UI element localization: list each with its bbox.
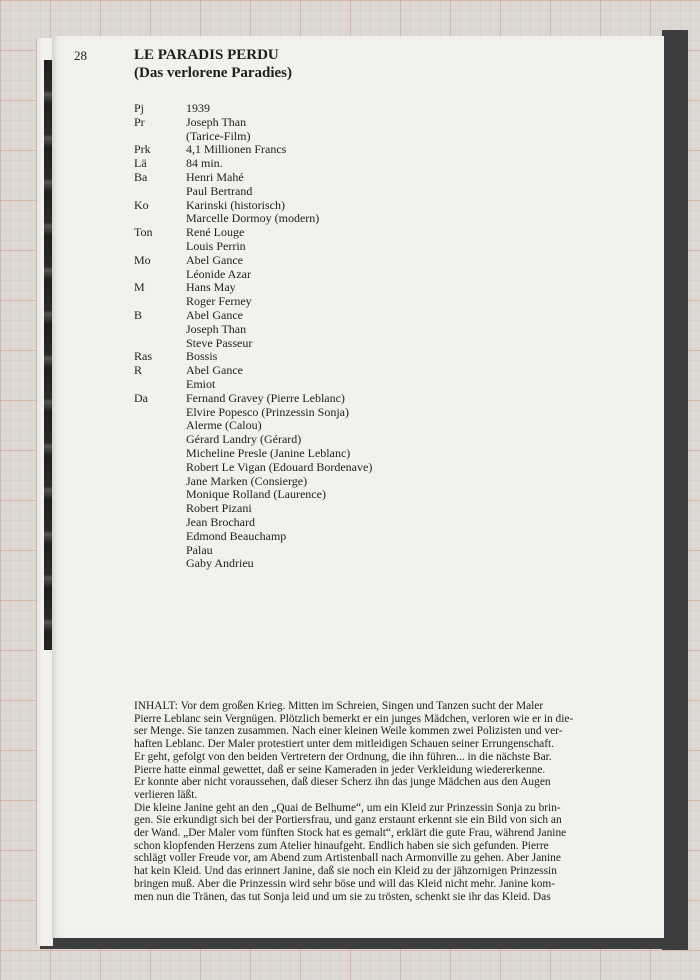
- page-shadow-bottom: [40, 937, 688, 949]
- credit-values: [186, 171, 514, 199]
- summary-line: Er konnte aber nicht voraussehen, daß dieser Scherz ihn das junge Mädchen aus den Augen: [134, 776, 551, 789]
- credit-value: Palau: [186, 542, 213, 557]
- credit-row: [134, 392, 514, 571]
- credit-key: Mo: [134, 252, 151, 267]
- summary-line: men nun die Tränen, das tut Sonja leid und um sie zu trösten, schenkt sie ihr das Kleid. Das: [134, 890, 551, 903]
- credit-value: Steve Passeur: [186, 335, 253, 350]
- credit-value: Jean Brochard: [186, 514, 255, 529]
- summary-line: Die kleine Janine geht an den „Quai de Belhume“, um ein Kleid zur Prinzessin Sonja zu brin-: [134, 801, 561, 814]
- credit-value: René Louge: [186, 225, 245, 240]
- summary-line: schlägt voller Freude vor, am Abend zum Artistenball nach Armonville zu gehen. Aber Janine: [134, 852, 561, 865]
- credit-value: Fernand Gravey (Pierre Leblanc): [186, 390, 345, 405]
- credit-row: [134, 116, 514, 144]
- credit-value: Henri Mahé: [186, 169, 244, 184]
- credit-key: R: [134, 363, 143, 378]
- credit-key: Da: [134, 390, 148, 405]
- credit-key: Ras: [134, 349, 152, 364]
- credit-value: Abel Gance: [186, 307, 243, 322]
- credit-key: B: [134, 307, 143, 322]
- credit-value: Robert Pizani: [186, 501, 252, 516]
- credit-row: [134, 309, 514, 350]
- credit-row: [134, 171, 514, 199]
- book-page: [52, 36, 664, 938]
- credit-value: 1939: [186, 101, 210, 115]
- summary-line: verlieren läßt.: [134, 788, 198, 801]
- credit-row: [134, 102, 514, 116]
- credit-values: [186, 364, 514, 392]
- summary-line: Er geht, gefolgt von den beiden Vertretern der Ordnung, die ihn führen... in die nächste Bar.: [134, 750, 552, 763]
- summary-line: INHALT: Vor dem großen Krieg. Mitten im Schreien, Singen und Tanzen sucht der Maler: [134, 700, 544, 712]
- credit-value: Bossis: [186, 349, 218, 364]
- credit-row: [134, 364, 514, 392]
- credit-row: [134, 281, 514, 309]
- credit-values: [186, 281, 514, 309]
- credit-value: 84 min.: [186, 156, 223, 171]
- credit-value: Marcelle Dormoy (modern): [186, 211, 320, 226]
- summary-line: hat kein Kleid. Und das erinnert Janine, daß sie noch ein Kleid zu der jähzornigen Prinzessin: [134, 865, 557, 878]
- credit-row: [134, 226, 514, 254]
- credit-values: [186, 116, 514, 144]
- credit-values: [186, 143, 514, 157]
- credit-value: Gérard Landry (Gérard): [186, 432, 302, 447]
- credit-value: Emiot: [186, 376, 216, 391]
- credit-value: Louis Perrin: [186, 238, 246, 253]
- credit-value: Léonide Azar: [186, 266, 251, 281]
- credit-values: [186, 199, 514, 227]
- credit-values: [186, 254, 514, 282]
- credit-values: [186, 309, 514, 350]
- credit-values: [186, 392, 514, 571]
- credit-values: [186, 350, 514, 364]
- credit-value: Alerme (Calou): [186, 418, 262, 433]
- credit-value: Edmond Beauchamp: [186, 528, 287, 543]
- credit-key: Ko: [134, 197, 149, 212]
- credit-key: Pj: [134, 101, 145, 115]
- credit-key: Ton: [134, 225, 153, 240]
- credit-value: Robert Le Vigan (Edouard Bordenave): [186, 459, 373, 474]
- credit-value: Abel Gance: [186, 252, 243, 267]
- credit-row: [134, 199, 514, 227]
- credit-value: Roger Ferney: [186, 294, 252, 309]
- credit-value: Abel Gance: [186, 363, 243, 378]
- summary-line: schon klopfenden Herzens zum Atelier hinaufgeht. Endlich haben sie sich gefunden. Pierre: [134, 839, 549, 852]
- summary-line: Pierre Leblanc sein Vergnügen. Plötzlich bemerkt er ein junges Mädchen, verloren wie er in die-: [134, 712, 574, 725]
- credit-value: Paul Bertrand: [186, 183, 253, 198]
- plot-summary: [134, 700, 630, 903]
- credit-row: [134, 157, 514, 171]
- credit-value: Gaby Andrieu: [186, 556, 254, 571]
- credit-values: [186, 102, 514, 116]
- summary-line: ser Menge. Sie tanzen zusammen. Nach einer kleinen Weile kommen zwei Polizisten und ver-: [134, 725, 563, 738]
- credit-value: Micheline Presle (Janine Leblanc): [186, 445, 351, 460]
- film-title: LE PARADIS PERDU: [134, 47, 279, 63]
- summary-line: Pierre hatte einmal gewettet, daß er seine Kameraden in jeder Verkleidung wiedererkenne.: [134, 763, 546, 776]
- credit-value: Jane Marken (Consierge): [186, 473, 308, 488]
- credit-value: Karinski (historisch): [186, 197, 285, 212]
- film-subtitle: (Das verlorene Paradies): [134, 65, 293, 81]
- credit-key: Pr: [134, 114, 145, 129]
- credit-key: Ba: [134, 169, 148, 184]
- credit-row: [134, 143, 514, 157]
- credit-value: Joseph Than: [186, 321, 247, 336]
- summary-line: der Wand. „Der Maler vom fünften Stock hat es gemalt“, erklärt die gute Frau, während Janine: [134, 827, 567, 840]
- credit-value: (Tarice-Film): [186, 128, 251, 143]
- credit-value: Monique Rolland (Laurence): [186, 487, 326, 502]
- credit-row: [134, 254, 514, 282]
- previous-page-edge: [44, 60, 52, 650]
- credit-values: [186, 157, 514, 171]
- page-shadow-right: [662, 30, 688, 950]
- credit-values: [186, 226, 514, 254]
- credit-key: Lä: [134, 156, 147, 171]
- credit-key: M: [134, 280, 145, 295]
- credit-value: Joseph Than: [186, 114, 247, 129]
- credit-value: 4,1 Millionen Francs: [186, 142, 287, 157]
- credit-value: Hans May: [186, 280, 236, 295]
- summary-line: haften Leblanc. Der Maler protestiert unter dem mitleidigen Schauen seiner Errungenschaft.: [134, 738, 555, 751]
- credit-value: Elvire Popesco (Prinzessin Sonja): [186, 404, 349, 419]
- summary-line: bringen muß. Aber die Prinzessin wird sehr böse und will das Kleid nicht mehr. Janine kom-: [134, 877, 556, 890]
- credit-key: Prk: [134, 142, 151, 157]
- credits-list: [134, 102, 514, 571]
- credit-row: [134, 350, 514, 364]
- summary-line: gen. Sie erkundigt sich bei der Portiersfrau, und ganz erstaunt erkennt sie ein Bild von sich an: [134, 814, 562, 827]
- page-number: 28: [74, 48, 87, 63]
